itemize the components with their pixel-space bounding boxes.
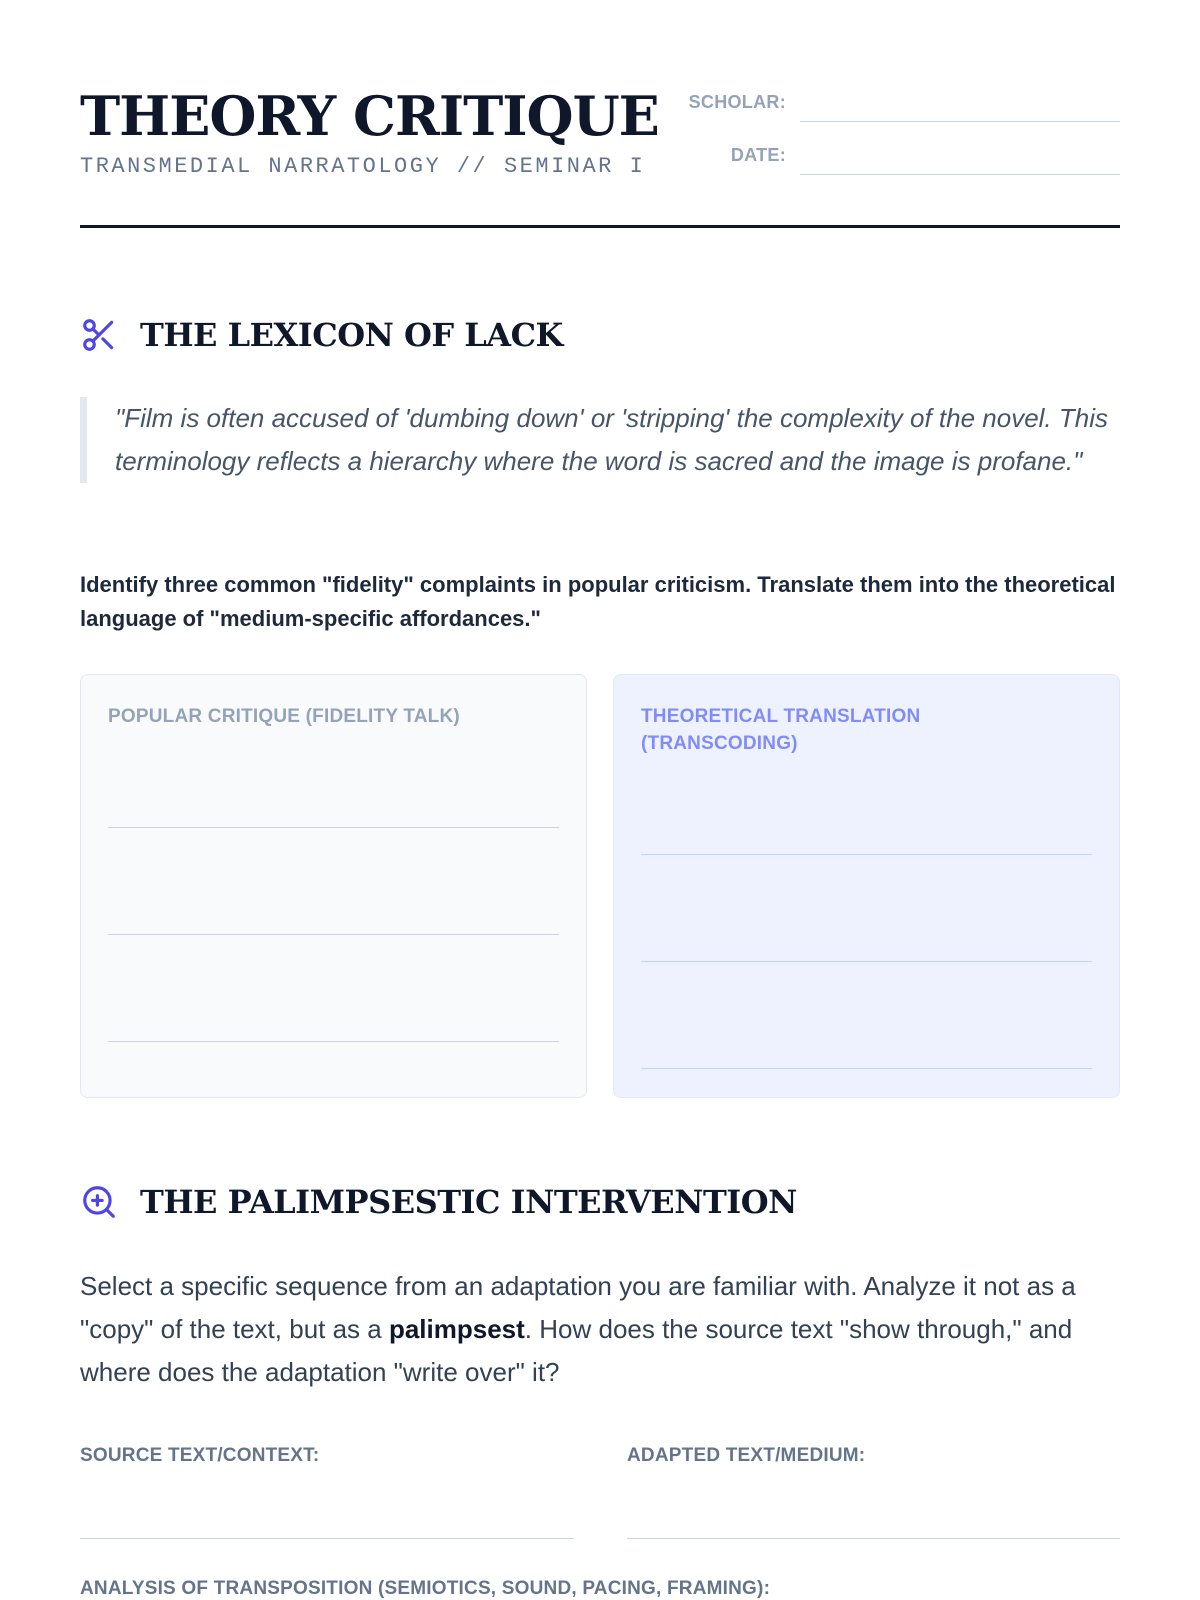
theoretical-translation-line-2[interactable] <box>641 961 1092 962</box>
palimpsest-keyword: palimpsest <box>388 1314 525 1344</box>
popular-critique-line-2[interactable] <box>108 934 559 935</box>
date-label: DATE: <box>730 145 786 165</box>
header-divider <box>80 225 1120 228</box>
source-text-field[interactable] <box>80 1538 574 1539</box>
theoretical-translation-card <box>613 674 1120 1098</box>
palimpsest-instructions <box>80 1265 1120 1394</box>
palimpsest-text-part-2: . How does the source text "show through," and where does the adaptation "write over" it? <box>80 1314 1073 1387</box>
palimpsest-text-part-1: Select a specific sequence from an adaptation you are familiar with. Analyze it not as a "copy" of the text, but as a <box>80 1271 1076 1344</box>
adapted-text-field[interactable] <box>627 1538 1120 1539</box>
section-palimpsest-heading <box>80 1181 1120 1225</box>
lexicon-quote: "Film is often accused of 'dumbing down' or 'stripping' the complexity of the novel. This terminology reflects a hierarchy where the word is sacred and the image is profane." <box>80 397 1120 483</box>
zoom-in-icon <box>80 1183 118 1221</box>
theoretical-translation-label: THEORETICAL TRANSLATION (TRANSCODING) <box>641 706 921 754</box>
lexicon-prompt: Identify three common "fidelity" complaints in popular criticism. Translate them into the theoretical language of "medium-specific affordances." <box>80 572 1116 631</box>
popular-critique-line-1[interactable] <box>108 827 559 828</box>
scholar-label: SCHOLAR: <box>688 92 786 112</box>
section-palimpsest-title: THE PALIMPSESTIC INTERVENTION <box>140 1183 797 1221</box>
date-field[interactable] <box>800 141 1120 175</box>
theoretical-translation-line-1[interactable] <box>641 854 1092 855</box>
worksheet-header <box>80 84 1120 228</box>
scissors-icon <box>80 316 118 354</box>
theoretical-translation-line-3[interactable] <box>641 1068 1092 1069</box>
page-subtitle: TRANSMEDIAL NARRATOLOGY // SEMINAR I <box>80 154 646 179</box>
popular-critique-card <box>80 674 587 1098</box>
scholar-field[interactable] <box>800 88 1120 122</box>
adapted-text-label: ADAPTED TEXT/MEDIUM: <box>627 1445 866 1466</box>
source-text-label: SOURCE TEXT/CONTEXT: <box>80 1445 320 1466</box>
analysis-label: ANALYSIS OF TRANSPOSITION (SEMIOTICS, SOUND, PACING, FRAMING): <box>80 1578 771 1599</box>
popular-critique-line-3[interactable] <box>108 1041 559 1042</box>
section-lexicon-title: THE LEXICON OF LACK <box>140 316 563 354</box>
popular-critique-label: POPULAR CRITIQUE (FIDELITY TALK) <box>108 706 460 727</box>
section-lexicon-heading <box>80 314 1120 358</box>
page-title: THEORY CRITIQUE <box>80 84 659 148</box>
date-row <box>680 141 1120 175</box>
scholar-row <box>680 88 1120 122</box>
